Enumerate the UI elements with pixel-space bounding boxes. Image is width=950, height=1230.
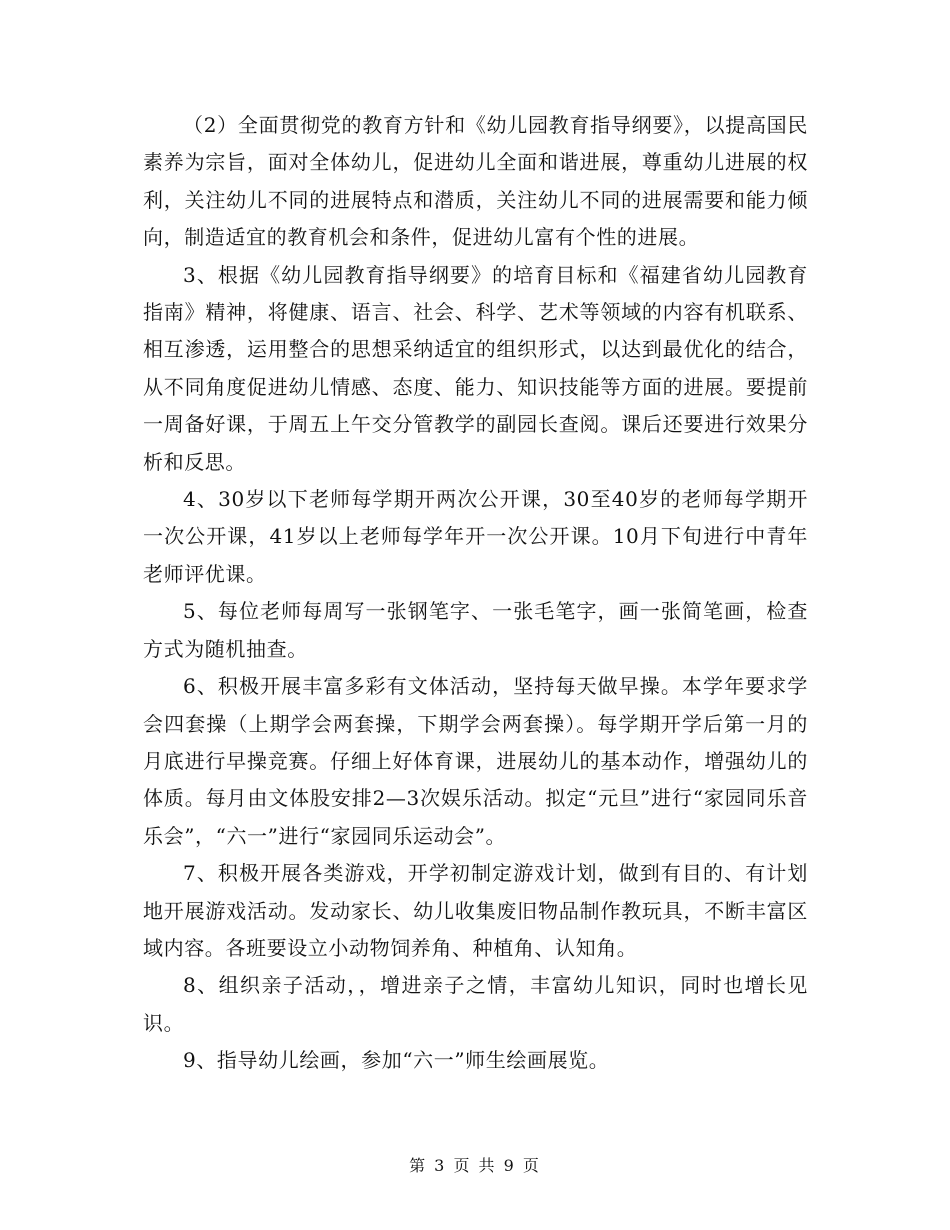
paragraph-4: 5、每位老师每周写一张钢笔字、一张毛笔字，画一张简笔画，检查方式为随机抽查。: [143, 599, 808, 661]
paragraph-1: （2）全面贯彻党的教育方针和《幼儿园教育指导纲要》，以提高国民素养为宗旨，面对全体幼儿，促进幼儿全面和谐进展，尊重幼儿进展的权利，关注幼儿不同的进展特点和潜质，关注幼儿不同的进展需要和能力倾向，制造适宜的教育机会和条件，促进幼儿富有个性的进展。: [143, 113, 808, 250]
paragraph-6: 7、积极开展各类游戏，开学初制定游戏计划，做到有目的、有计划地开展游戏活动。发动家长、幼儿收集废旧物品制作教玩具，不断丰富区域内容。各班要设立小动物饲养角、种植角、认知角。: [143, 861, 808, 960]
document-body: [143, 107, 808, 1080]
paragraph-7: 8、组织亲子活动，，增进亲子之情，丰富幼儿知识，同时也增长见识。: [143, 973, 808, 1035]
paragraph-2: 3、根据《幼儿园教育指导纲要》的培育目标和《福建省幼儿园教育指南》精神，将健康、语言、社会、科学、艺术等领域的内容有机联系、相互渗透，运用整合的思想采纳适宜的组织形式，以达到最优化的结合，从不同角度促进幼儿情感、态度、能力、知识技能等方面的进展。要提前一周备好课，于周五上午交分管教学的副园长查阅。课后还要进行效果分析和反思。: [143, 262, 808, 474]
page-number: 第 3 页 共 9 页: [409, 1156, 541, 1175]
paragraph-5: 6、积极开展丰富多彩有文体活动，坚持每天做早操。本学年要求学会四套操（上期学会两套操，下期学会两套操）。每学期开学后第一月的月底进行早操竞赛。仔细上好体育课，进展幼儿的基本动作，增强幼儿的体质。每月由文体股安排2—3次娱乐活动。拟定“元旦”进行“家园同乐音乐会”，“六一”进行“家园同乐运动会”。: [143, 674, 808, 848]
paragraph-3: 4、30岁以下老师每学期开两次公开课，30至40岁的老师每学期开一次公开课，41岁以上老师每学年开一次公开课。10月下旬进行中青年老师评优课。: [143, 487, 808, 586]
paragraph-8: 9、指导幼儿绘画，参加“六一”师生绘画展览。: [183, 1048, 610, 1073]
page-footer: [0, 1153, 950, 1176]
